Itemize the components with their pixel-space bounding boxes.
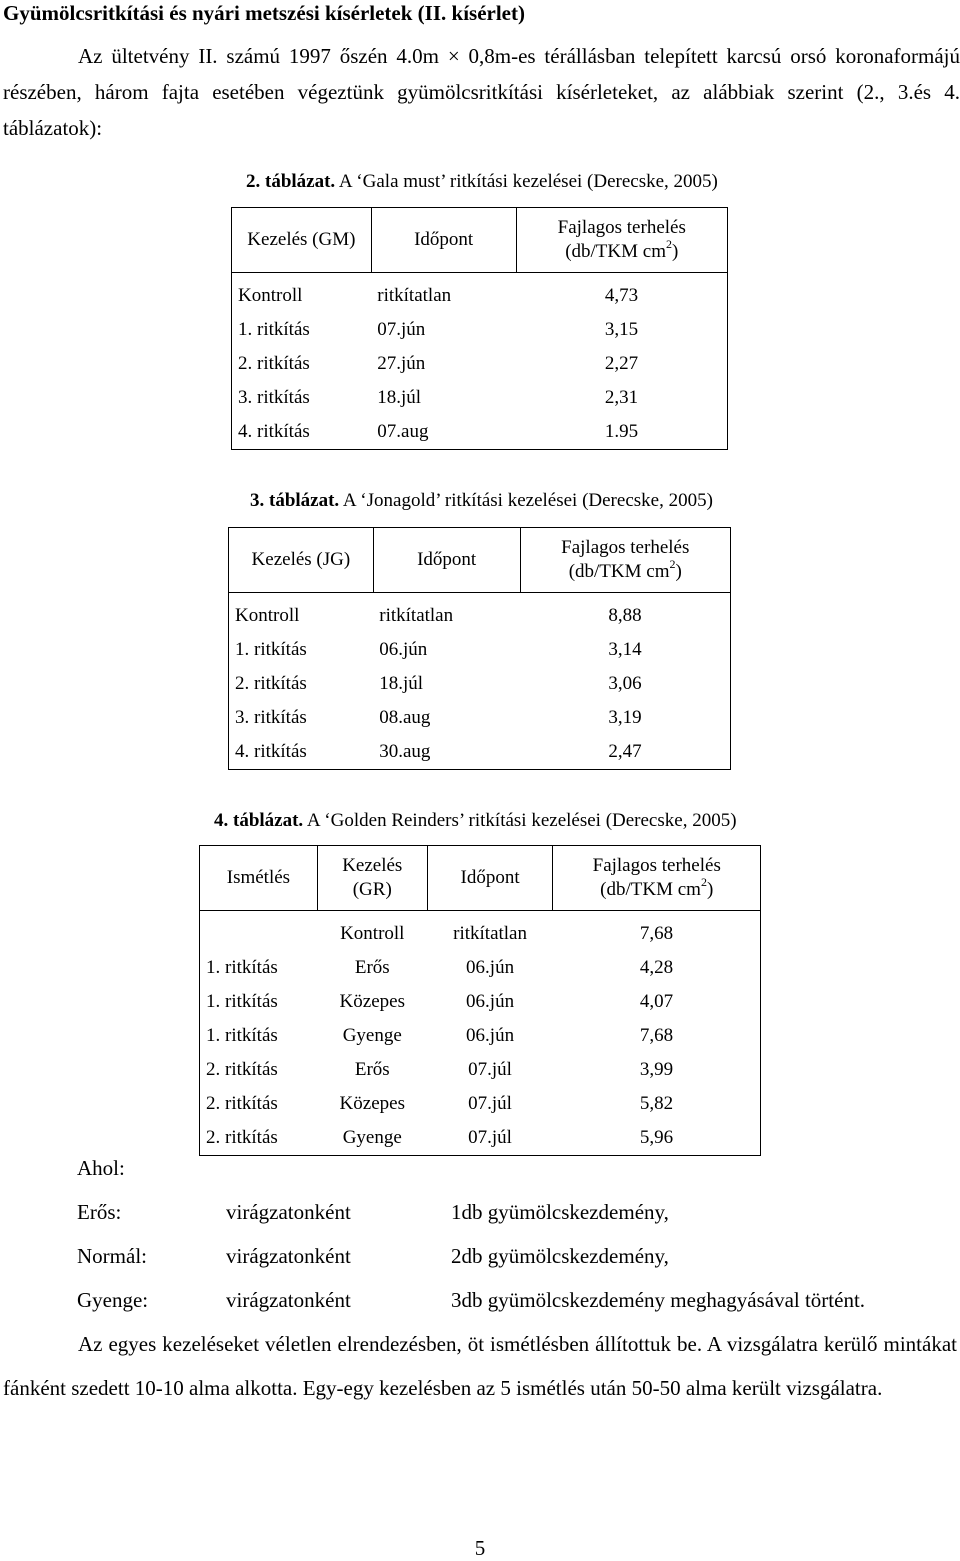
legend-item: Normál: (77, 1244, 147, 1268)
table-cell: 27.jún (377, 353, 426, 374)
table-cell: Közepes (339, 991, 405, 1012)
table-cell: 2. ritkítás (206, 1059, 278, 1080)
table-row (232, 313, 728, 347)
table-cell: 4,07 (639, 991, 674, 1012)
closing-text: Az egyes kezeléseket véletlen elrendezésben, öt ismétlésben állítottuk be. A vizsgálatra kerülő mintákat fánként szedett 10-10 alma alkotta. Egy-egy kezelésben az 5 ismétlés után 50-50 alma került vizsgálatra. (3, 1332, 957, 1400)
table-cell: Erős (354, 957, 390, 978)
table-cell: 2. ritkítás (235, 673, 307, 694)
page-number: 5 (474, 1536, 486, 1560)
section-heading: Gyümölcsritkítási és nyári metszési kísérletek (II. kísérlet) (3, 1, 525, 25)
legend-item: virágzatonként (226, 1200, 351, 1224)
table-row (229, 633, 731, 667)
table-cell: 18.júl (377, 387, 422, 408)
table-row (200, 1019, 761, 1053)
table-cell: 06.jún (466, 957, 515, 978)
table-cell: 3,06 (608, 673, 642, 694)
table2-header-treatment: Kezelés (GM) (232, 208, 372, 273)
table-cell: 07.jún (377, 319, 426, 340)
table2 (231, 207, 728, 450)
table-cell: ritkítatlan (379, 605, 454, 626)
table4-body (200, 911, 761, 1156)
table3-caption: 3. táblázat. A ‘Jonagold’ ritkítási kezelései (Derecske, 2005) (250, 490, 713, 511)
table-row (200, 911, 761, 952)
table-cell: Erős (354, 1059, 390, 1080)
table4-header-date: Időpont (427, 846, 553, 911)
table-cell: 08.aug (379, 707, 431, 728)
table2-body (232, 273, 728, 450)
table-cell: Gyenge (342, 1127, 402, 1148)
table-cell: 4,73 (604, 285, 639, 306)
table2-header-date: Időpont (371, 208, 516, 273)
table2-caption: 2. táblázat. A ‘Gala must’ ritkítási kezelései (Derecske, 2005) (246, 171, 718, 192)
table-cell: 06.jún (379, 639, 428, 660)
table-row (200, 951, 761, 985)
table-cell: 2,31 (604, 387, 639, 408)
table-cell: 1. ritkítás (235, 639, 307, 660)
legend-item: 2db gyümölcskezdemény, (451, 1244, 669, 1268)
table3 (228, 527, 731, 770)
table-cell: 30.aug (379, 741, 431, 762)
legend-item: Gyenge: (77, 1288, 149, 1312)
table3-body (229, 593, 731, 770)
table-cell: 3,99 (639, 1059, 674, 1080)
table-row (200, 1087, 761, 1121)
table-cell: 5,96 (639, 1127, 674, 1148)
table3-header-date: Időpont (373, 528, 520, 593)
legend-item: Erős: (77, 1200, 122, 1224)
table-cell: 4. ritkítás (235, 741, 307, 762)
table-row (229, 701, 731, 735)
table4-caption: 4. táblázat. A ‘Golden Reinders’ ritkítási kezelései (Derecske, 2005) (214, 810, 737, 831)
legend-item: virágzatonként (226, 1288, 351, 1312)
table-cell: 2. ritkítás (206, 1093, 278, 1114)
table-cell: 1. ritkítás (238, 319, 310, 340)
table2-header-load: Fajlagos terhelés (db/TKM $cm^2$) (516, 208, 727, 273)
table-cell (200, 911, 318, 952)
table4 (199, 845, 761, 1156)
intro-paragraph (3, 38, 960, 146)
table-cell: 4. ritkítás (238, 421, 310, 442)
table3-header-treatment: Kezelés (JG) (229, 528, 374, 593)
table-cell: 2. ritkítás (206, 1127, 278, 1148)
table4-header-treatment: Kezelés (GR) (317, 846, 427, 911)
intro-text: Az ültetvény II. számú 1997 őszén 4.0m × 0,8m-es térállásban telepített karcsú orsó koronaformájú részében, három fajta esetében végeztünk gyümölcsritkítási kísérleteket, az alábbiak szerint (2., 3.és 4. táblázatok): (3, 44, 960, 140)
table-cell: Kontroll (340, 923, 405, 944)
table-cell: 07.júl (468, 1059, 512, 1080)
table-row (200, 1053, 761, 1087)
table-cell: 3,19 (608, 707, 642, 728)
table-cell: Kontroll (235, 605, 300, 626)
table-row (232, 415, 728, 450)
legend-item: 1db gyümölcskezdemény, (451, 1200, 669, 1224)
table3-header-load: Fajlagos terhelés (db/TKM $cm^2$) (520, 528, 731, 593)
table-cell: Kontroll (238, 285, 303, 306)
table-cell: 06.jún (466, 991, 515, 1012)
table-cell: 07.aug (377, 421, 429, 442)
table-cell: 7,68 (639, 923, 674, 944)
table-row (232, 347, 728, 381)
legend-title: Ahol: (77, 1156, 125, 1180)
table-row (232, 273, 728, 314)
table-cell: 4,28 (639, 957, 674, 978)
table-cell: 1. ritkítás (206, 1025, 278, 1046)
table-cell: 07.júl (468, 1127, 512, 1148)
table-cell: 3,14 (608, 639, 642, 660)
closing-paragraph (3, 1322, 957, 1410)
table-cell: 2. ritkítás (238, 353, 310, 374)
table-row (200, 985, 761, 1019)
table-cell: ritkítatlan (453, 923, 527, 944)
legend-item: 3db gyümölcskezdemény meghagyásával történt. (451, 1288, 866, 1312)
legend-item: virágzatonként (226, 1244, 351, 1268)
table-cell: Gyenge (342, 1025, 402, 1046)
table-cell: 1.95 (604, 421, 639, 442)
table-cell: 1. ritkítás (206, 957, 278, 978)
table-cell: 8,88 (608, 605, 642, 626)
table-cell: 7,68 (639, 1025, 674, 1046)
table-row (229, 667, 731, 701)
table-cell: 06.jún (466, 1025, 515, 1046)
table-row (229, 593, 731, 634)
table-row (232, 381, 728, 415)
table-cell: 5,82 (639, 1093, 674, 1114)
table4-header-load: Fajlagos terhelés (db/TKM $cm^2$) (553, 846, 761, 911)
table-cell: 2,47 (608, 741, 642, 762)
table-cell: ritkítatlan (377, 285, 452, 306)
table4-header-repetition: Ismétlés (200, 846, 318, 911)
table-cell: 18.júl (379, 673, 424, 694)
table-row (200, 1121, 761, 1156)
table-cell: 07.júl (468, 1093, 512, 1114)
table-cell: 3,15 (604, 319, 639, 340)
table-cell: 2,27 (604, 353, 639, 374)
table-row (229, 735, 731, 770)
table-cell: 1. ritkítás (206, 991, 278, 1012)
table-cell: Közepes (339, 1093, 405, 1114)
table-cell: 3. ritkítás (238, 387, 310, 408)
table-cell: 3. ritkítás (235, 707, 307, 728)
